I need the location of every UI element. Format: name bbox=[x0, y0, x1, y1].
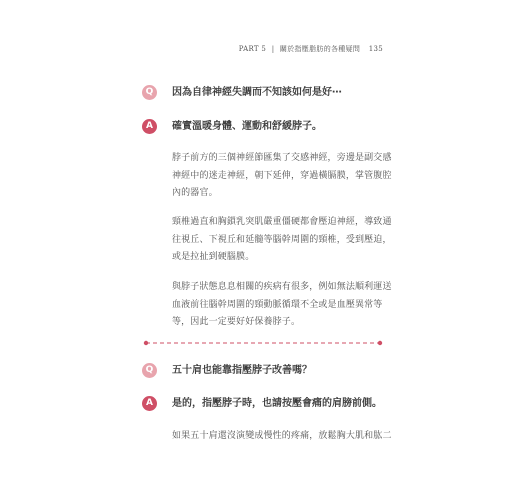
page-number: 135 bbox=[368, 45, 383, 53]
question-badge-icon: Q bbox=[142, 363, 157, 378]
section-divider bbox=[143, 340, 383, 346]
question-1-text: 因為自律神經失調而不知該如何是好⋯ bbox=[172, 87, 342, 98]
answer-1-paragraph-1: 脖子前方的三個神經節匯集了交感神經，旁邊是副交感神經中的迷走神經，朝下延伸，穿過橫膈膜，掌管腹腔內的器官。 bbox=[172, 153, 392, 198]
answer-2-paragraph-1: 如果五十肩還沒演變成慢性的疼痛，放鬆胸大肌和肱二 bbox=[172, 431, 392, 441]
divider-dot-right bbox=[378, 341, 382, 345]
answer-2-text: 是的，指壓脖子時，也請按壓會痛的肩膀前側。 bbox=[172, 398, 382, 409]
question-2-text: 五十肩也能靠指壓脖子改善嗎？ bbox=[172, 365, 312, 376]
header-separator: | bbox=[271, 45, 275, 53]
answer-1-paragraph-3: 與脖子狀態息息相關的疾病有很多，例如無法順利運送血液前往腦幹周圍的頸動脈循環不全或是血壓異常等等，因此一定要好好保養脖子。 bbox=[172, 282, 392, 327]
answer-badge-icon: A bbox=[142, 396, 157, 411]
running-header bbox=[239, 44, 383, 54]
answer-badge-icon: A bbox=[142, 119, 157, 134]
answer-1-text: 確實溫暖身體、運動和舒緩脖子。 bbox=[172, 121, 322, 132]
question-badge-icon: Q bbox=[142, 85, 157, 100]
part-label: PART 5 bbox=[238, 45, 267, 53]
answer-1-paragraph-2: 頸椎過直和胸鎖乳突肌嚴重僵硬都會壓迫神經，導致通往視丘、下視丘和延髓等腦幹周圍的頸椎，受到壓迫，或是拉扯到硬腦膜。 bbox=[172, 217, 392, 262]
chapter-title: 關於指壓脂肪的各種疑問 bbox=[279, 45, 361, 53]
divider-dot-left bbox=[144, 341, 148, 345]
